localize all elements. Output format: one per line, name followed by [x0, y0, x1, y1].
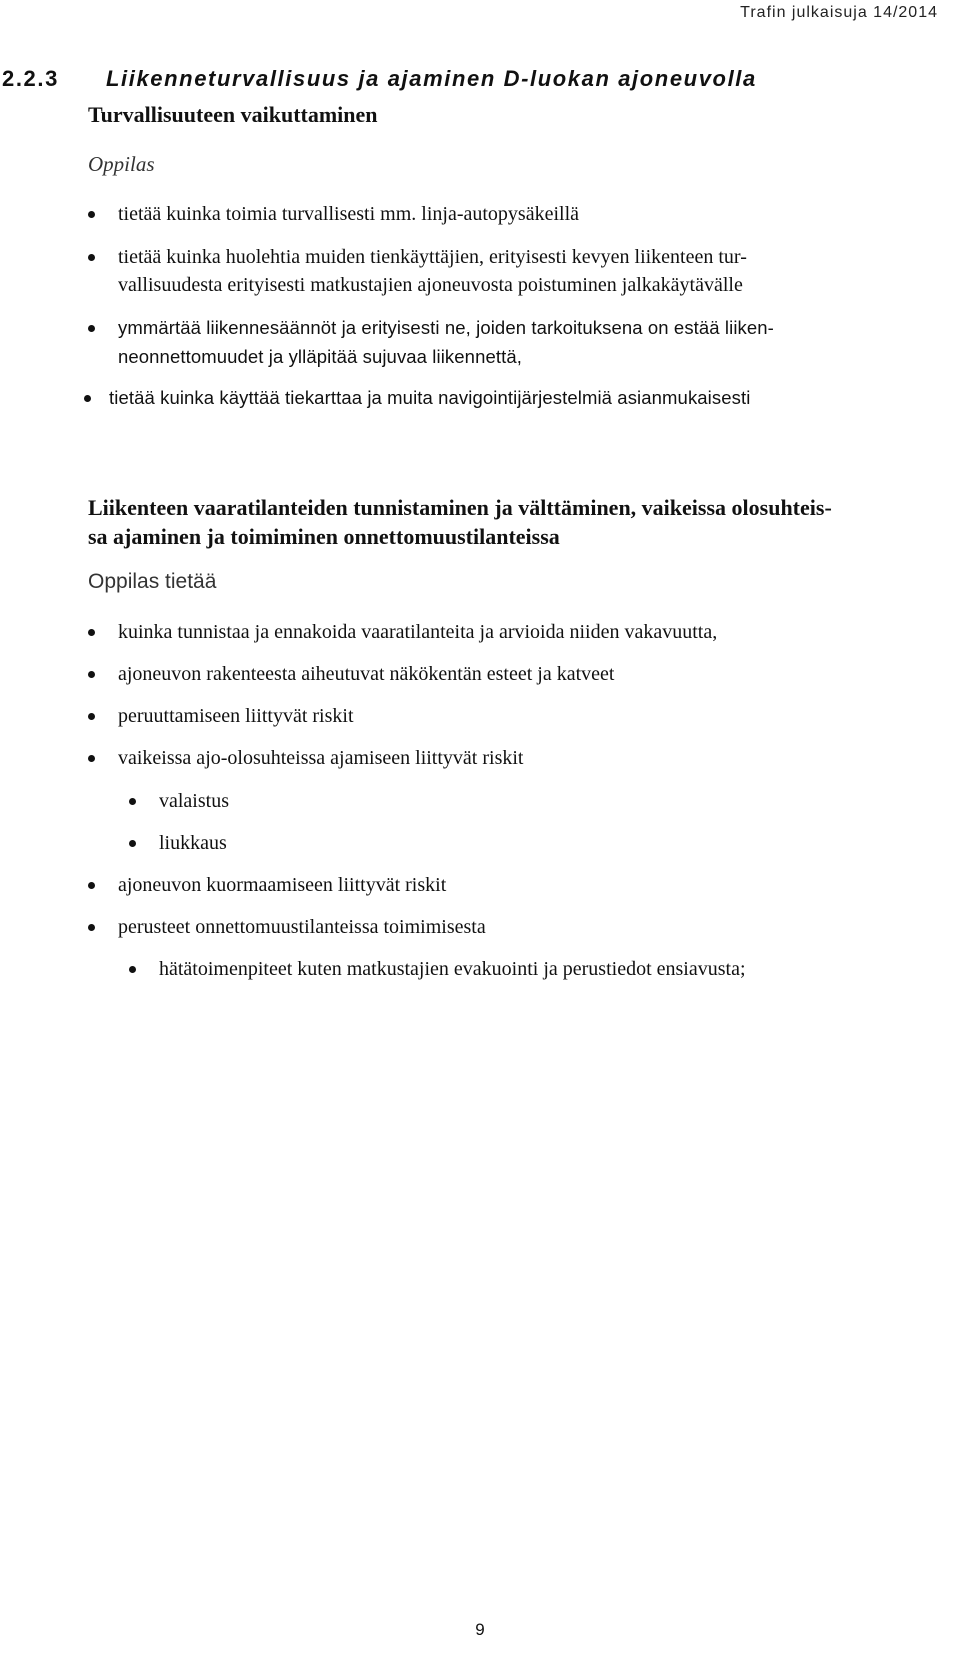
list-item-text: neonnettomuudet ja ylläpitää sujuvaa liikennettä, — [118, 346, 522, 367]
bullet-icon — [88, 254, 95, 261]
list-item-text: hätätoimenpiteet kuten matkustajien evakuointi ja perustiedot ensiavusta; — [159, 958, 746, 980]
bullet-icon — [129, 966, 136, 973]
section-number: 2.2.3 — [2, 66, 59, 91]
subsection-heading-hazards — [88, 493, 958, 551]
section-title: Liikenneturvallisuus ja ajaminen D-luokan ajoneuvolla — [106, 66, 757, 91]
list-item-text: vaikeissa ajo-olosuhteissa ajamiseen liittyvät riskit — [118, 747, 524, 769]
learner-label: Oppilas — [88, 152, 155, 176]
list-item-text: ymmärtää liikennesäännöt ja erityisesti ne, joiden tarkoituksena on estää liiken- — [118, 317, 774, 338]
bullet-icon — [88, 882, 95, 889]
subsection-heading-safety: Turvallisuuteen vaikuttaminen — [88, 102, 378, 127]
list-item-text: perusteet onnettomuustilanteissa toimimisesta — [118, 916, 486, 938]
list-item-text: peruuttamiseen liittyvät riskit — [118, 705, 354, 727]
bullet-icon — [88, 755, 95, 762]
bullet-icon — [129, 840, 136, 847]
list-item-text: valaistus — [159, 790, 229, 812]
list-item-text: tietää kuinka käyttää tiekarttaa ja muita navigointijärjestelmiä asianmukaisesti — [109, 387, 751, 408]
list-item-text: tietää kuinka toimia turvallisesti mm. linja-autopysäkeillä — [118, 203, 579, 225]
bullet-icon — [129, 798, 136, 805]
list-item-text: tietää kuinka huolehtia muiden tienkäyttäjien, erityisesti kevyen liikenteen tur- — [118, 246, 747, 268]
learner-label: Oppilas tietää — [88, 570, 217, 593]
list-item-text: ajoneuvon kuormaamiseen liittyvät riskit — [118, 874, 447, 896]
bullet-icon — [88, 924, 95, 931]
list-item-text: kuinka tunnistaa ja ennakoida vaaratilanteita ja arvioida niiden vakavuutta, — [118, 621, 718, 643]
list-item-text: liukkaus — [159, 832, 227, 854]
list-item-text: ajoneuvon rakenteesta aiheutuvat näkökentän esteet ja katveet — [118, 663, 615, 685]
bullet-icon — [88, 671, 95, 678]
section-heading — [2, 66, 757, 92]
bullet-icon — [88, 713, 95, 720]
running-header: Trafin julkaisuja 14/2014 — [740, 4, 938, 21]
heading-line: sa ajaminen ja toimiminen onnettomuustilanteissa — [88, 524, 560, 549]
bullet-icon — [88, 325, 95, 332]
list-item-text: vallisuudesta erityisesti matkustajien ajoneuvosta poistuminen jalkakäytävälle — [118, 274, 743, 296]
bullet-icon — [84, 395, 91, 402]
bullet-icon — [88, 211, 95, 218]
page-number: 9 — [475, 1620, 485, 1639]
bullet-icon — [88, 629, 95, 636]
heading-line: Liikenteen vaaratilanteiden tunnistaminen ja välttäminen, vaikeissa olosuhteis- — [88, 495, 832, 520]
